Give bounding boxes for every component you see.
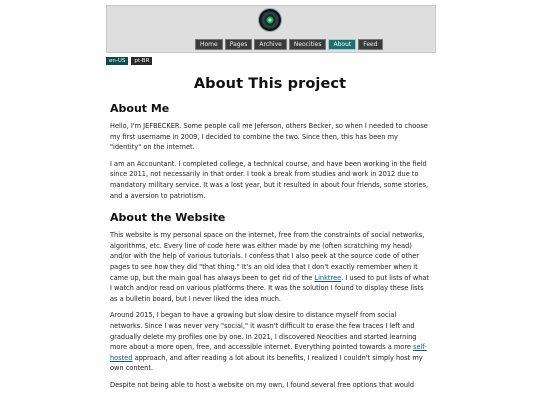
self-hosted-link[interactable]: self-hosted xyxy=(110,343,427,362)
paragraph-text: This website is my personal space on the internet, free from the constraints of social networks, algorithms, etc. Every line of code here was either made by me (often scratching my head) and/or with the help of various tutorials. I confess that I also peek at the source code of other pages to see how they did "that thing." It's an old idea that I don't exactly remember when it came up, but the main goal has always been to get rid of the xyxy=(110,231,425,282)
paragraph-text: approach, and after reading a lot about its benefits, I realized I couldn't simply host my own content. xyxy=(110,353,423,373)
language-switcher xyxy=(106,57,152,65)
lang-pt-br[interactable]: pt-BR xyxy=(131,57,152,65)
paragraph-text: Around 2015, I began to have a growing but slow desire to distance myself from social networks. Since I was never very "social," it wasn't difficult to erase the few traces I left and gradually delete my profiles one by one. In 2021, I discovered Neocities and started learning more about a more open, free, and accessible internet. Everything pointed towards a more xyxy=(110,311,417,352)
about-website-paragraph-2 xyxy=(110,310,430,374)
nav-home[interactable]: Home xyxy=(195,39,223,50)
lang-en-us[interactable]: en-US xyxy=(106,57,128,65)
nav-neocities[interactable]: Neocities xyxy=(289,39,327,50)
about-website-heading: About the Website xyxy=(110,211,226,225)
nav-archive[interactable]: Archive xyxy=(254,39,286,50)
paragraph-text: . I used to put lists of what I watch and/or read on various platforms there. It was the solution I found to display these lists as a bulletin board, but I never liked the idea much. xyxy=(110,273,430,303)
about-website-paragraph-1 xyxy=(110,230,430,304)
about-website-paragraph-3: Despite not being able to host a website on my own, I found several free options that would xyxy=(110,380,415,389)
nav-feed[interactable]: Feed xyxy=(358,39,382,50)
page-title: About This project xyxy=(193,76,347,92)
about-me-paragraph-1: Hello, I'm JEFBECKER. Some people call me Jeferson, others Becker, so when I needed to choose my first username in 2009, I decided to combine the two. Since then, this has been my "identity" on the internet. xyxy=(110,122,428,152)
nav-about[interactable]: About xyxy=(328,39,356,50)
site-header xyxy=(106,5,436,53)
nav-pages[interactable]: Pages xyxy=(225,39,253,50)
main-nav xyxy=(195,39,383,50)
about-me-paragraph-2: I am an Accountant. I completed college, a technical course, and have been working in the field since 2011, not necessarily in that order. I took a break from studies and work in 2012 due to mandatory military service. It was a lost year, but it resulted in about four friends, some stories, and a aversion to patriotism. xyxy=(110,159,429,200)
site-logo[interactable] xyxy=(259,9,281,31)
main-content xyxy=(110,70,430,396)
about-me-heading: About Me xyxy=(110,102,170,115)
linktree-link[interactable]: Linktree xyxy=(314,273,342,282)
